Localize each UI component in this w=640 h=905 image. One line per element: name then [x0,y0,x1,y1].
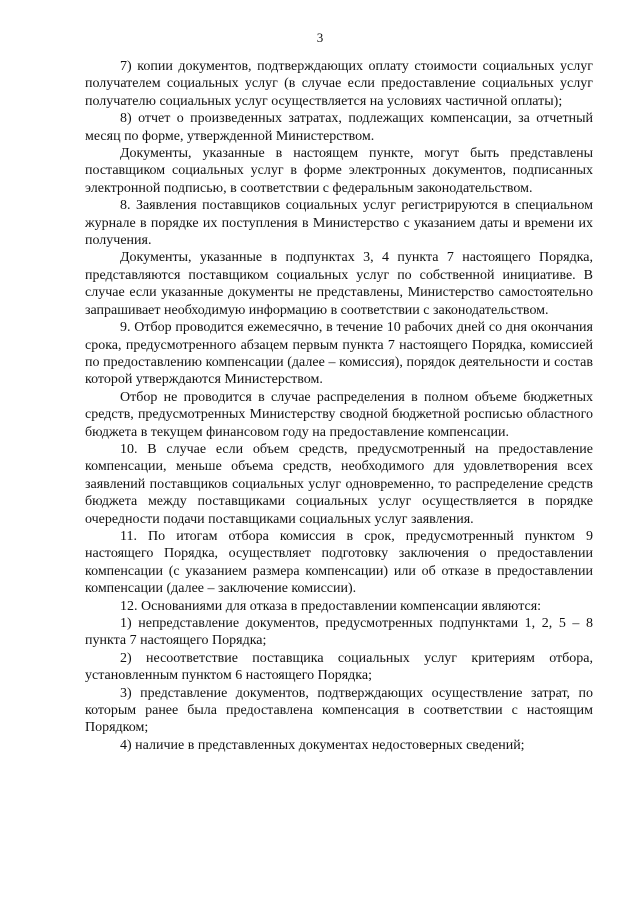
paragraph-subitem-8: 8) отчет о произведенных затратах, подлежащих компенсации, за отчетный месяц по форме, утвержденной Министерством. [85,111,593,144]
paragraph-item-8: 8. Заявления поставщиков социальных услуг регистрируются в специальном журнале в порядке их поступления в Министерство с указанием даты и времени их получения. [85,198,593,249]
paragraph-refusal-4: 4) наличие в представленных документах недостоверных сведений; [120,737,525,753]
paragraph-refusal-1: 1) непредставление документов, предусмотренных подпунктами 1, 2, 5 – 8 пункта 7 настоящего Порядка; [85,616,593,649]
paragraph-item-12: 12. Основаниями для отказа в предоставлении компенсации являются: [120,598,542,614]
paragraph-refusal-2: 2) несоответствие поставщика социальных услуг критериям отбора, установленным пунктом 6 настоящего Порядка; [85,650,593,684]
paragraph-no-selection: Отбор не проводится в случае распределения в полном объеме бюджетных средств, предусмотренных Министерству сводной бюджетной росписью областного бюджета в текущем финансовом году на предоставление компенсации. [85,389,593,440]
paragraph-item-9: 9. Отбор проводится ежемесячно, в течение 10 рабочих дней со дня окончания срока, предусмотренного абзацем первым пункта 7 настоящего Порядка, комиссией по предоставлению компенсации (далее – комиссия), порядок деятельности и состав которой утверждаются Министерством. [85,320,593,388]
paragraph-own-initiative: Документы, указанные в подпунктах 3, 4 пункта 7 настоящего Порядка, представляются поставщиком социальных услуг по собственной инициативе. В случае если указанные документы не представлены, Министерство самостоятельно запрашивает необходимую информацию в соответствии с законодательством. [85,250,593,318]
paragraph-subitem-7: 7) копии документов, подтверждающих оплату стоимости социальных услуг получателем социальных услуг (в случае если предоставление социальных услуг получателю социальных услуг осуществляется на условиях частичной оплаты); [85,59,593,109]
paragraph-item-10: 10. В случае если объем средств, предусмотренный на предоставление компенсации, меньше объема средств, необходимого для удовлетворения всех заявлений поставщиков социальных услуг одновременно, то распределение средств бюджета между поставщиками социальных услуг осуществляется в порядке очередности подачи поставщиками социальных услуг заявления. [85,441,593,527]
document-body [85,58,593,754]
paragraph-electronic-documents: Документы, указанные в настоящем пункте, могут быть представлены поставщиком социальных услуг в форме электронных документов, подписанных электронной подписью, в соответствии с федеральным законодательством. [85,146,593,196]
paragraph-item-11: 11. По итогам отбора комиссия в срок, предусмотренный пунктом 9 настоящего Порядка, осуществляет подготовку заключения о предоставлении компенсации (с указанием размера компенсации) или об отказе в предоставлении компенсации (далее – заключение комиссии). [85,528,593,597]
page-number: 3 [316,30,324,45]
paragraph-refusal-3: 3) представление документов, подтверждающих осуществление затрат, по которым ранее была предоставлена компенсация в соответствии с настоящим Порядком; [85,685,593,736]
